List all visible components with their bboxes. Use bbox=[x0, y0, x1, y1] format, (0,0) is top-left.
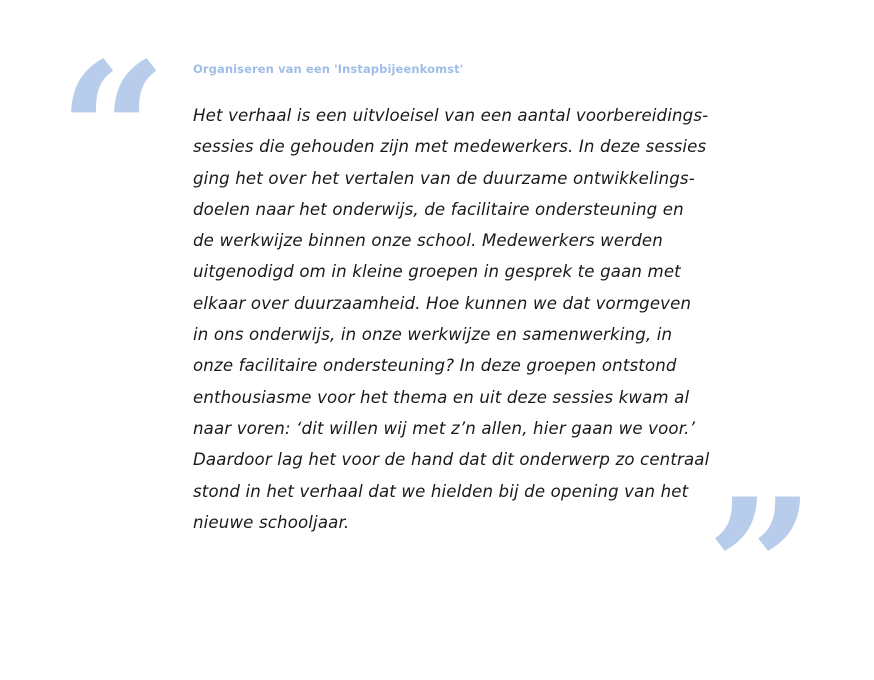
quote-line: elkaar over duurzaamheid. Hoe kunnen we dat vormgeven bbox=[193, 293, 692, 313]
quote-line: de werkwijze binnen onze school. Medewerkers werden bbox=[193, 231, 663, 251]
quote-line: Daardoor lag het voor de hand dat dit onderwerp zo centraal bbox=[193, 450, 710, 470]
close-quote-icon: ” bbox=[706, 457, 802, 680]
quote-line: nieuwe schooljaar. bbox=[193, 512, 350, 532]
quote-line: stond in het verhaal dat we hielden bij de opening van het bbox=[193, 481, 689, 501]
quote-line: naar voren: ‘dit willen wij met z’n allen, hier gaan we voor.’ bbox=[193, 418, 696, 438]
quote-body bbox=[193, 100, 733, 538]
quote-line: in ons onderwijs, in onze werkwijze en samenwerking, in bbox=[193, 325, 673, 345]
section-heading: Organiseren van een 'Instapbijeenkomst' bbox=[193, 62, 464, 76]
open-quote-icon: “ bbox=[58, 21, 154, 244]
quote-line: uitgenodigd om in kleine groepen in gesprek te gaan met bbox=[193, 262, 681, 282]
quote-line: Het verhaal is een uitvloeisel van een aantal voorbereidings- bbox=[193, 106, 709, 125]
quote-line: doelen naar het onderwijs, de facilitaire ondersteuning en bbox=[193, 199, 684, 219]
quote-line: sessies die gehouden zijn met medewerkers. In deze sessies bbox=[193, 137, 707, 157]
quote-line: enthousiasme voor het thema en uit deze sessies kwam al bbox=[193, 387, 690, 407]
quote-line: onze facilitaire ondersteuning? In deze groepen ontstond bbox=[193, 356, 677, 376]
quote-line: ging het over het vertalen van de duurzame ontwikkelings- bbox=[193, 168, 695, 188]
